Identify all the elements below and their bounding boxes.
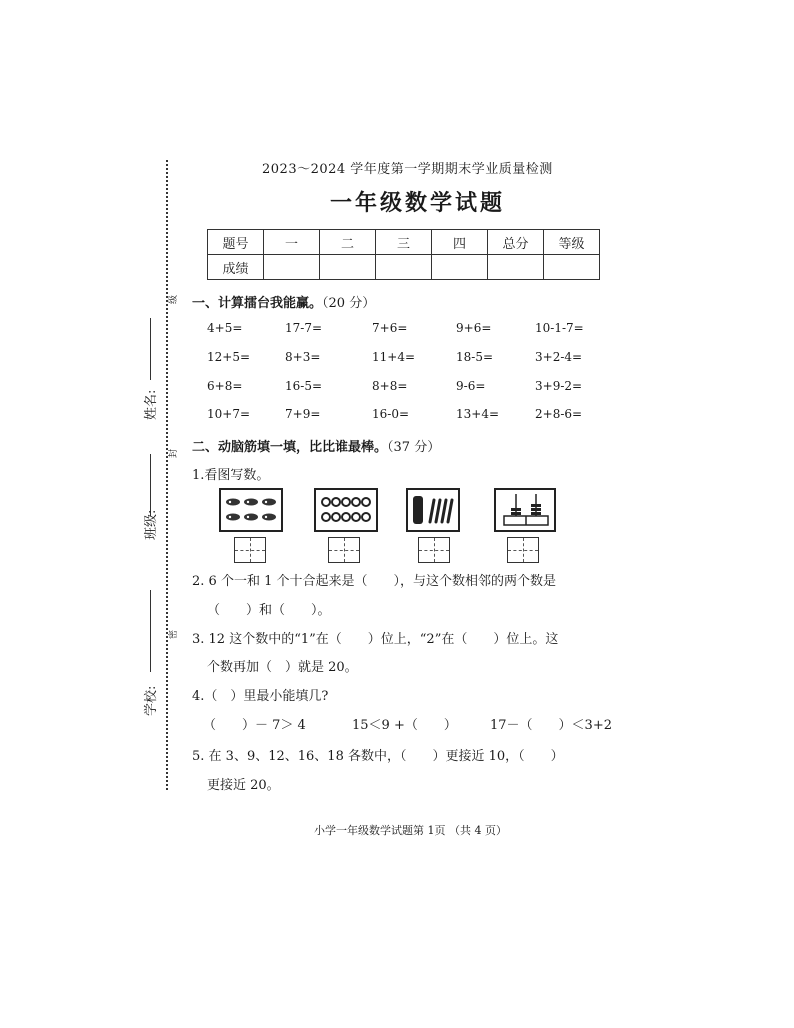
- score-input-grade[interactable]: [544, 255, 600, 280]
- equation: 12+5=: [207, 350, 251, 364]
- equation: 16-0=: [372, 407, 410, 421]
- score-input-total[interactable]: [488, 255, 544, 280]
- binding-marker-2: 封: [169, 448, 180, 459]
- equation: 4+5=: [207, 321, 243, 335]
- binding-dotted-line: [166, 160, 168, 790]
- cell-part-1: 一: [264, 230, 320, 255]
- equation: 9+6=: [456, 321, 492, 335]
- cell-part-3: 三: [376, 230, 432, 255]
- equation: 16-5=: [285, 379, 323, 393]
- binding-marker-3: 密: [169, 629, 180, 640]
- answer-box-2[interactable]: [328, 537, 360, 563]
- equation: 17-7=: [285, 321, 323, 335]
- score-table-header-row: [208, 230, 600, 255]
- cell-grade: 等级: [544, 230, 600, 255]
- equation: 18-5=: [456, 350, 494, 364]
- picture-sticks: [406, 488, 460, 532]
- name-label: 姓名:: [144, 389, 159, 420]
- question-3-line2: 个数再加（ ）就是 20。: [207, 660, 358, 675]
- score-input-4[interactable]: [432, 255, 488, 280]
- cell-part-2: 二: [320, 230, 376, 255]
- equation: 7+9=: [285, 407, 321, 421]
- picture-abacus: [494, 488, 556, 532]
- sticks-icon: [408, 490, 458, 530]
- equation: 11+4=: [372, 350, 416, 364]
- fish-icon: [221, 490, 281, 530]
- equation: 7+6=: [372, 321, 408, 335]
- equation: 3+9-2=: [535, 379, 583, 393]
- equation: 8+8=: [372, 379, 408, 393]
- picture-fish: [219, 488, 283, 532]
- score-table-score-row: [208, 255, 600, 280]
- question-5-line2: 更接近 20。: [207, 778, 280, 793]
- question-4-line1: 4.（ ）里最小能填几?: [192, 689, 329, 704]
- equation: 9-6=: [456, 379, 486, 393]
- cell-part-4: 四: [432, 230, 488, 255]
- section1-heading: [192, 292, 375, 311]
- question-5-line1: 5. 在 3、9、12、16、18 各数中，（ ）更接近 10，（ ）: [192, 749, 564, 764]
- question-2-line2: （ ）和（ ）。: [207, 603, 331, 618]
- equation: 6+8=: [207, 379, 243, 393]
- section1-points: （20 分）: [322, 296, 376, 311]
- score-input-3[interactable]: [376, 255, 432, 280]
- page-footer: 小学一年级数学试题第 1页 （共 4 页）: [314, 824, 507, 837]
- school-blank[interactable]: [150, 590, 151, 672]
- score-input-1[interactable]: [264, 255, 320, 280]
- question-2-line1: 2. 6 个一和 1 个十合起来是（ ），与这个数相邻的两个数是: [192, 574, 556, 589]
- equation: 8+3=: [285, 350, 321, 364]
- score-input-2[interactable]: [320, 255, 376, 280]
- class-label: 班级:: [144, 509, 159, 540]
- question-3-line1: 3. 12 这个数中的“1”在（ ）位上，“2”在（ ）位上。这: [192, 632, 559, 647]
- question-1: 1.看图写数。: [192, 468, 270, 483]
- equation: 10-1-7=: [535, 321, 584, 335]
- score-table: [207, 229, 600, 280]
- section1-title: 一、计算擂台我能赢。: [192, 296, 323, 311]
- section2-points: （37 分）: [387, 440, 441, 455]
- section2-heading: [192, 436, 440, 455]
- cell-question-no: 题号: [208, 230, 264, 255]
- answer-box-4[interactable]: [507, 537, 539, 563]
- name-blank[interactable]: [150, 318, 151, 380]
- picture-circles: [314, 488, 378, 532]
- equation: 13+4=: [456, 407, 500, 421]
- school-label: 学校:: [144, 685, 159, 716]
- exam-title: 一年级数学试题: [330, 191, 506, 216]
- equation: 3+2-4=: [535, 350, 583, 364]
- binding-marker-1: 级: [169, 294, 180, 305]
- abacus-icon: [496, 490, 554, 530]
- class-blank[interactable]: [150, 454, 151, 516]
- answer-box-3[interactable]: [418, 537, 450, 563]
- equation: 10+7=: [207, 407, 251, 421]
- equation: 2+8-6=: [535, 407, 583, 421]
- question-4-item2: 15＜9 +（ ）: [352, 718, 457, 733]
- exam-subtitle: 2023～2024 学年度第一学期期末学业质量检测: [262, 162, 553, 177]
- circles-icon: [316, 490, 376, 530]
- question-4-item3: 17－（ ）＜3+2: [490, 718, 612, 733]
- answer-box-1[interactable]: [234, 537, 266, 563]
- cell-total: 总分: [488, 230, 544, 255]
- section2-title: 二、动脑筋填一填，比比谁最棒。: [192, 440, 388, 455]
- question-4-item1: （ ）－ 7＞ 4: [203, 718, 306, 733]
- cell-score-label: 成绩: [208, 255, 264, 280]
